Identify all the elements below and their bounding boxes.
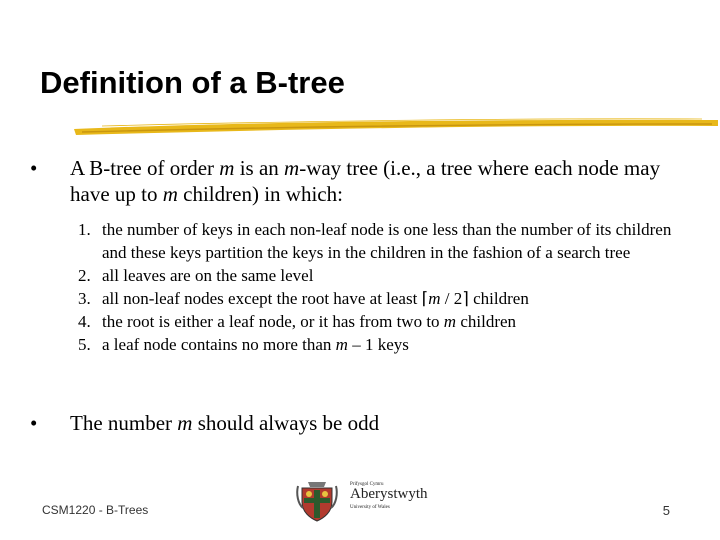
conditions-list <box>78 218 678 356</box>
condition-text: the number of keys in each non-leaf node is one less than the number of its children and these keys partition the keys in the children in the fashion of a search tree <box>102 220 672 262</box>
footer-course-label: CSM1220 - B-Trees <box>42 503 149 517</box>
bullet-marker: • <box>30 411 38 435</box>
condition-number: 1. <box>78 220 91 239</box>
condition-text: the root is either a leaf node, or it has from two to m children <box>102 312 517 331</box>
condition-item <box>78 333 678 356</box>
condition-item <box>78 264 678 287</box>
condition-number: 3. <box>78 289 91 308</box>
condition-text: all non-leaf nodes except the root have at least ⌈m / 2⌉ children <box>102 289 529 308</box>
condition-item <box>78 310 678 333</box>
condition-number: 4. <box>78 312 91 331</box>
slide-title: Definition of a B-tree <box>40 65 345 100</box>
condition-item <box>78 218 678 264</box>
page-number: 5 <box>662 503 670 518</box>
title-underline-brushstroke <box>72 113 720 139</box>
university-logo <box>294 478 439 524</box>
condition-number: 5. <box>78 335 91 354</box>
condition-item <box>78 287 678 310</box>
bullet-text: The number m should always be odd <box>70 411 380 435</box>
logo-name: Aberystwyth <box>350 486 428 502</box>
bullet-marker: • <box>30 156 38 180</box>
logo-wordmark: Prifysgol Cymru Aberystwyth University of Wales <box>350 482 428 510</box>
condition-number: 2. <box>78 266 91 285</box>
ceiling-left-symbol: ⌈ <box>421 289 429 308</box>
bullet-odd-order <box>30 410 690 436</box>
condition-text: all leaves are on the same level <box>102 266 314 285</box>
bullet-definition <box>30 155 690 207</box>
bullet-text: A B-tree of order m is an m-way tree (i.e., a tree where each node may have up to m children) in which: <box>70 156 661 206</box>
crest-icon <box>294 478 340 524</box>
condition-text: a leaf node contains no more than m – 1 keys <box>102 335 409 354</box>
ceiling-right-symbol: ⌉ <box>462 289 469 308</box>
